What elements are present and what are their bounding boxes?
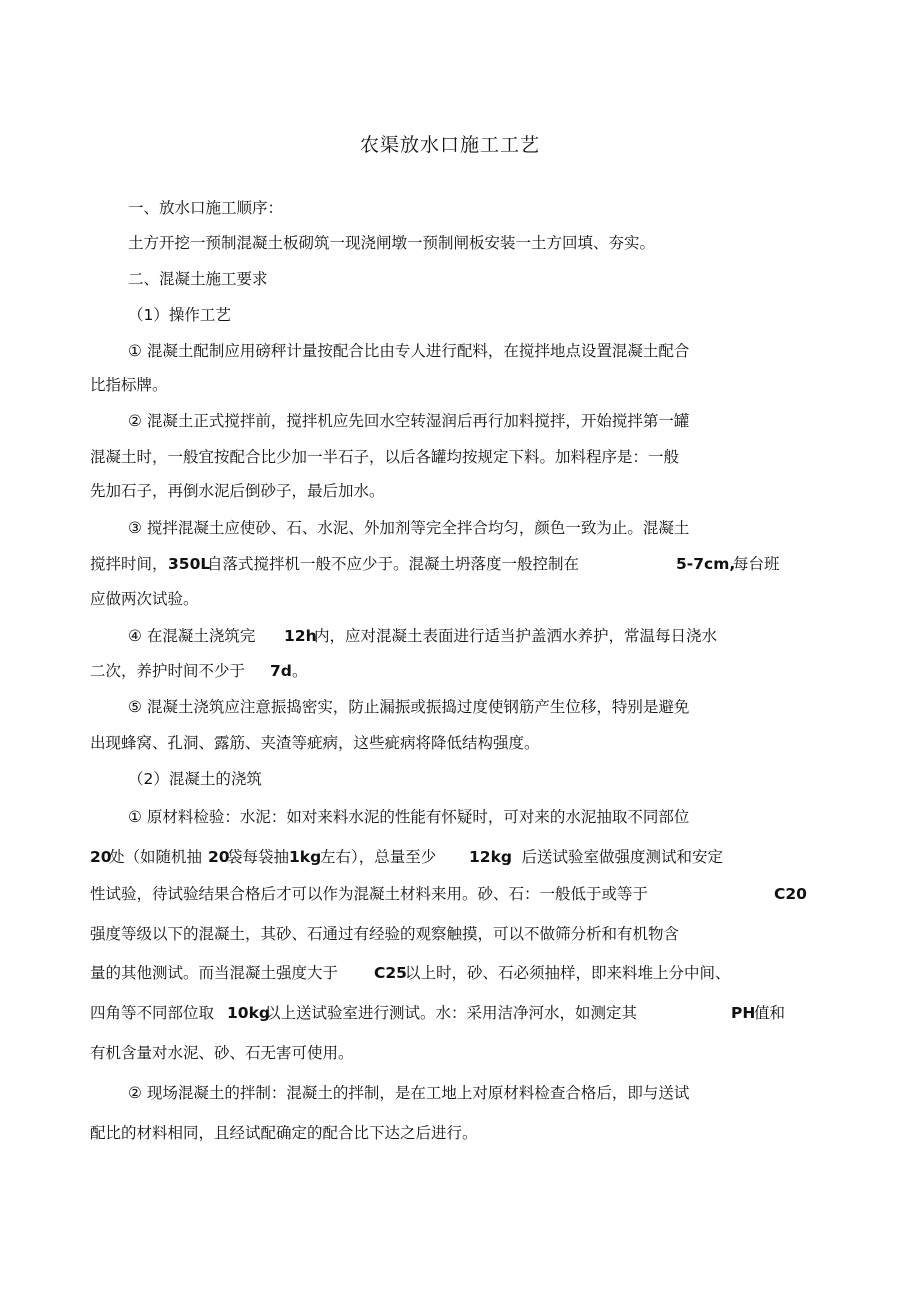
sub2-item1-line6-d: PH	[731, 1004, 756, 1022]
sub2-item1-line3-b: C20	[774, 885, 807, 903]
sub1-item4-line2-a: 二次，养护时间不少于	[90, 662, 246, 680]
sub1-item3-line2-a: 搅拌时间，	[90, 555, 168, 573]
sub1-item3-line2-c: 自落式搅拌机一般不应少于。混凝土坍落度一般控制在	[207, 555, 580, 573]
sub2-item2-line2: 配比的材料相同，且经试配确定的配合比下达之后进行。	[90, 1124, 478, 1142]
sub1-heading: （1）操作工艺	[128, 306, 231, 324]
sub1-item4-line2-c: 。	[292, 662, 308, 680]
sub2-item1-line5-a: 量的其他测试。而当混凝土强度大于	[90, 964, 339, 982]
sub2-item1-line2-f: 左右），总量至少	[320, 848, 437, 866]
sub1-item1-line2: 比指标牌。	[90, 376, 168, 394]
sub1-item3-line1: ③ 搅拌混凝土应使砂、石、水泥、外加剂等完全拌合均匀，颜色一致为止。混凝土	[128, 519, 690, 537]
sub2-item1-line6-e: 值和	[754, 1004, 786, 1022]
sub2-item2-line1: ② 现场混凝土的拌制：混凝土的拌制，是在工地上对原材料检查合格后，即与送试	[128, 1084, 690, 1102]
sub2-item1-line2-d: 袋每袋抽	[227, 848, 290, 866]
sub1-item4-line1-a: ④ 在混凝土浇筑完	[128, 627, 256, 645]
sub1-item2-line2: 混凝土时，一般宜按配合比少加一半石子，以后各罐均按规定下料。加料程序是：一般	[90, 448, 680, 466]
sub1-item3-line2-b: 350L	[168, 555, 211, 573]
sub2-item1-line2-a: 20	[90, 848, 112, 866]
sub1-item5-line2: 出现蜂窝、孔洞、露筋、夹渣等疵病，这些疵病将降低结构强度。	[90, 734, 540, 752]
sub2-item1-line2-e: 1kg	[289, 848, 322, 866]
sub2-item1-line6-b: 10kg	[227, 1004, 270, 1022]
sub1-item4-line1-b: 12h	[284, 627, 317, 645]
section1-heading: 一、放水口施工顺序：	[128, 199, 284, 217]
sub2-item1-line5-c: 以上时，砂、石必须抽样，即来料堆上分中间、	[405, 964, 731, 982]
sub2-item1-line2-c: 20	[208, 848, 230, 866]
sub1-item2-line3: 先加石子，再倒水泥后倒砂子，最后加水。	[90, 482, 385, 500]
section2-heading: 二、混凝土施工要求	[128, 270, 268, 288]
sub2-item1-line1: ① 原材料检验：水泥：如对来料水泥的性能有怀疑时，可对来的水泥抽取不同部位	[128, 808, 690, 826]
sub2-item1-line2-b: 处（如随机抽	[109, 848, 203, 866]
sub1-item5-line1: ⑤ 混凝土浇筑应注意振捣密实，防止漏振或振捣过度使钢筋产生位移，特别是避免	[128, 698, 690, 716]
sub1-item4-line1-c: 内，应对混凝土表面进行适当护盖洒水养护，常温每日浇水	[314, 627, 718, 645]
sub1-item4-line2-b: 7d	[270, 662, 292, 680]
sub1-item3-line3: 应做两次试验。	[90, 590, 199, 608]
sub2-heading: （2）混凝土的浇筑	[128, 770, 262, 788]
document-title: 农渠放水口施工工艺	[359, 134, 540, 156]
sub2-item1-line2-g: 12kg	[469, 848, 512, 866]
sub1-item3-line2-e: 每台班	[733, 555, 780, 573]
sub2-item1-line4: 强度等级以下的混凝土，其砂、石通过有经验的观察触摸，可以不做筛分析和有机物含	[90, 925, 680, 943]
section1-line: 土方开挖一预制混凝土板砌筑一现浇闸墩一预制闸板安装一土方回填、夯实。	[128, 234, 656, 252]
sub2-item1-line2-h: ，后送试验室做强度测试和安定	[506, 848, 724, 866]
sub2-item1-line7: 有机含量对水泥、砂、石无害可使用。	[90, 1044, 354, 1062]
sub1-item3-line2-d: 5-7cm,	[676, 555, 736, 573]
sub1-item2-line1: ② 混凝土正式搅拌前，搅拌机应先回水空转湿润后再行加料搅拌，开始搅拌第一罐	[128, 412, 690, 430]
sub1-item1-line1: ① 混凝土配制应用磅秤计量按配合比由专人进行配料，在搅拌地点设置混凝土配合	[128, 342, 690, 360]
sub2-item1-line6-a: 四角等不同部位取	[90, 1004, 215, 1022]
sub2-item1-line3-a: 性试验，待试验结果合格后才可以作为混凝土材料来用。砂、石：一般低于或等于	[90, 885, 649, 903]
sub2-item1-line5-b: C25	[374, 964, 407, 982]
sub2-item1-line6-c: 以上送试验室进行测试。水：采用洁净河水，如测定其	[265, 1004, 638, 1022]
